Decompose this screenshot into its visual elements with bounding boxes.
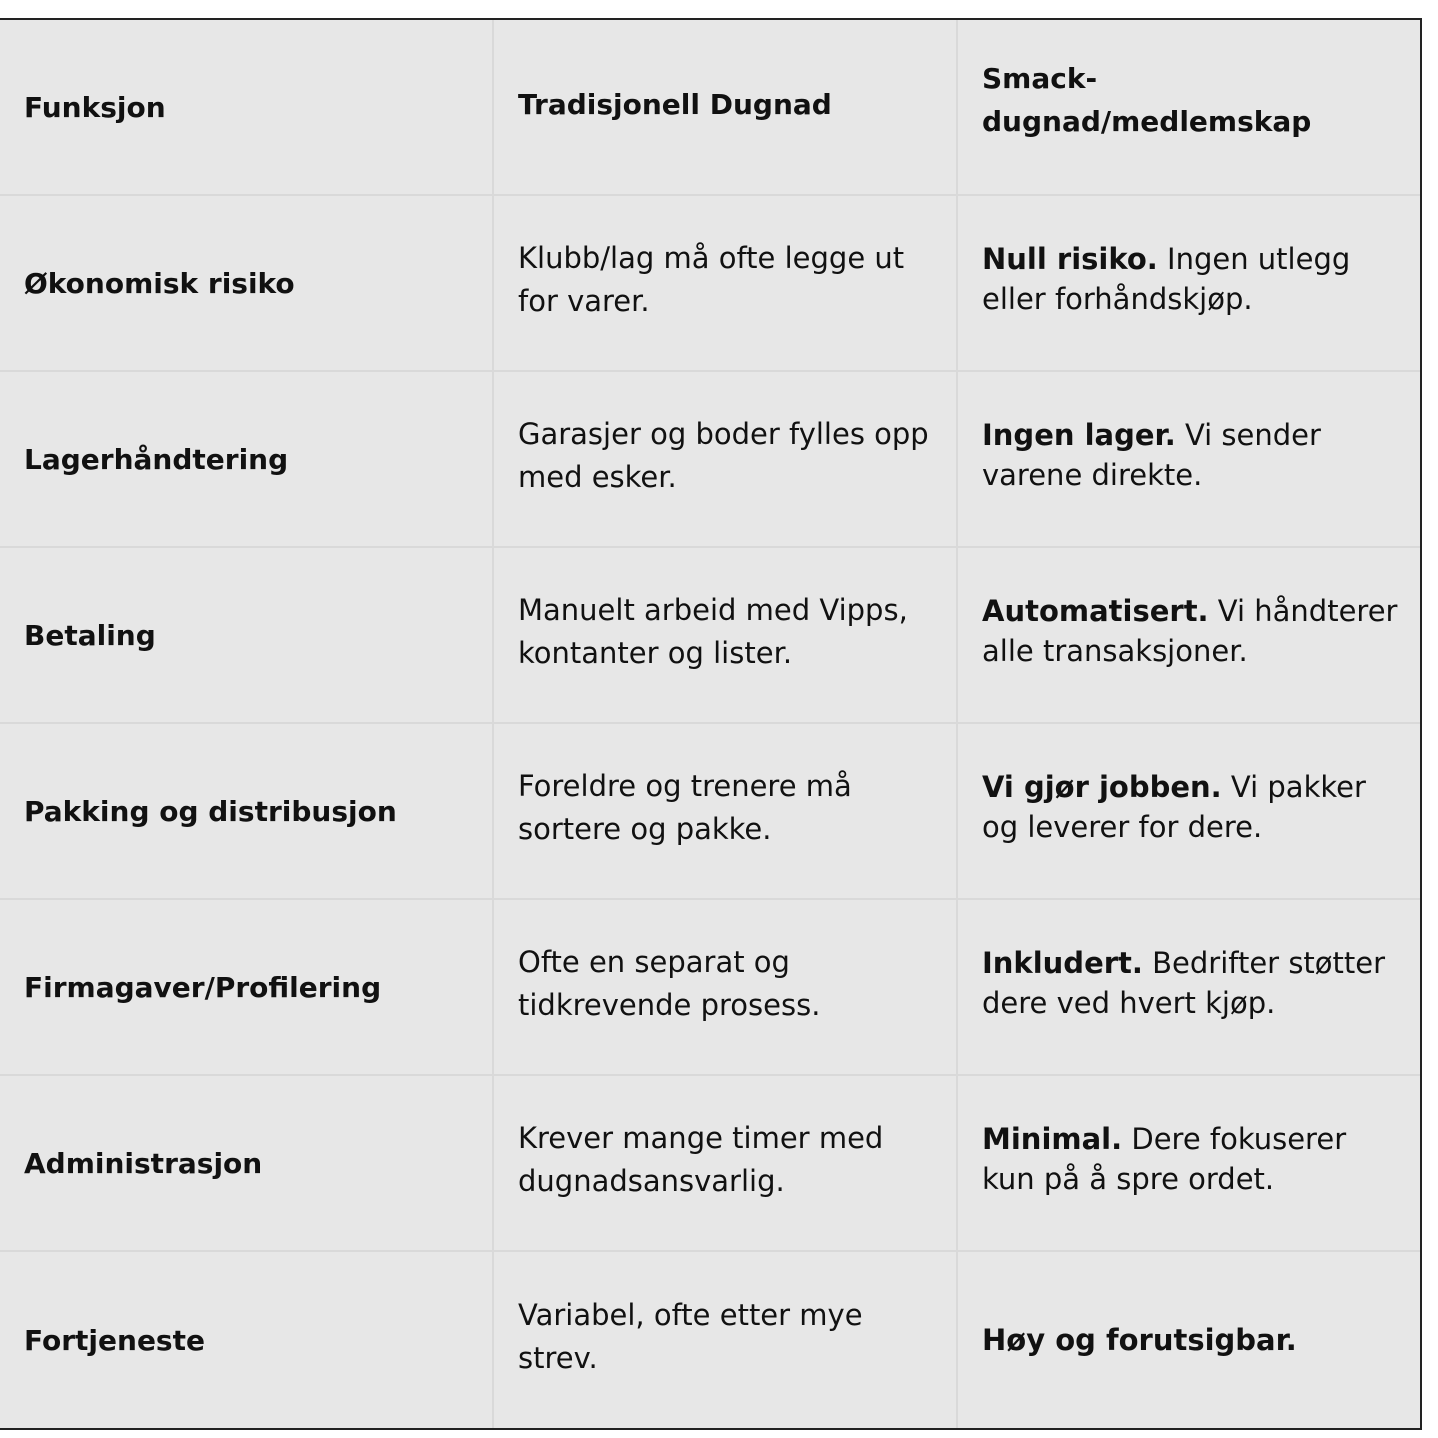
row-traditional-cell: [494, 1076, 958, 1252]
row-smack-strong: Ingen lager.: [982, 418, 1176, 452]
row-feature: Pakking og distribusjon: [24, 794, 397, 828]
header-traditional-label: Tradisjonell Dugnad: [518, 87, 832, 121]
row-smack-text: Vi håndterer alle transaksjoner.: [982, 594, 1398, 668]
row-feature-cell: [0, 372, 494, 548]
row-feature: Betaling: [24, 618, 156, 652]
row-traditional-cell: [494, 548, 958, 724]
header-smack: [958, 20, 1420, 196]
row-traditional-cell: [494, 900, 958, 1076]
row-smack: [982, 1119, 1400, 1199]
row-smack: [982, 943, 1400, 1023]
comparison-grid: [0, 20, 1420, 1428]
row-smack-cell: [958, 196, 1420, 372]
row-smack-strong: Høy og forutsigbar.: [982, 1323, 1297, 1357]
row-traditional: Foreldre og trenere må sortere og pakke.: [518, 769, 852, 846]
row-feature-cell: [0, 1076, 494, 1252]
row-smack-text: Vi sender varene direkte.: [982, 418, 1321, 492]
row-traditional-cell: [494, 196, 958, 372]
row-traditional: Variabel, ofte etter mye strev.: [518, 1298, 863, 1375]
row-feature: Fortjeneste: [24, 1323, 205, 1357]
row-smack-strong: Null risiko.: [982, 242, 1158, 276]
row-smack-strong: Minimal.: [982, 1122, 1123, 1156]
row-feature-cell: [0, 548, 494, 724]
row-smack: [982, 415, 1400, 495]
row-traditional-cell: [494, 724, 958, 900]
row-smack: [982, 591, 1400, 671]
header-traditional: [494, 20, 958, 196]
row-smack-cell: [958, 1076, 1420, 1252]
row-traditional: Ofte en separat og tidkrevende prosess.: [518, 945, 821, 1022]
row-feature: Administrasjon: [24, 1146, 263, 1180]
row-smack-text: Bedrifter støtter dere ved hvert kjøp.: [982, 946, 1386, 1020]
row-feature: Lagerhåndtering: [24, 442, 289, 476]
comparison-table: [0, 18, 1422, 1430]
row-smack-strong: Inkludert.: [982, 946, 1143, 980]
row-smack: [982, 239, 1400, 319]
row-feature-cell: [0, 196, 494, 372]
row-smack-text: Dere fokuserer kun på å spre ordet.: [982, 1122, 1347, 1196]
row-smack-cell: [958, 1252, 1420, 1428]
row-feature-cell: [0, 1252, 494, 1428]
row-smack-strong: Automatisert.: [982, 594, 1209, 628]
row-smack: [982, 767, 1400, 847]
row-smack-text: Vi pakker og leverer for dere.: [982, 770, 1366, 844]
row-traditional: Klubb/lag må ofte legge ut for varer.: [518, 241, 905, 318]
row-traditional: Krever mange timer med dugnadsansvarlig.: [518, 1121, 884, 1198]
row-feature-cell: [0, 900, 494, 1076]
row-smack: [982, 1320, 1297, 1360]
row-traditional-cell: [494, 1252, 958, 1428]
row-smack-cell: [958, 900, 1420, 1076]
header-feature: [0, 20, 494, 196]
row-smack-cell: [958, 548, 1420, 724]
header-feature-label: Funksjon: [24, 90, 166, 124]
row-smack-cell: [958, 724, 1420, 900]
row-feature-cell: [0, 724, 494, 900]
row-feature: Økonomisk risiko: [24, 266, 295, 300]
row-traditional-cell: [494, 372, 958, 548]
row-smack-text: Ingen utlegg eller forhåndskjøp.: [982, 242, 1351, 316]
row-traditional: Garasjer og boder fylles opp med esker.: [518, 417, 929, 494]
row-smack-cell: [958, 372, 1420, 548]
row-smack-strong: Vi gjør jobben.: [982, 770, 1222, 804]
row-traditional: Manuelt arbeid med Vipps, kontanter og lister.: [518, 593, 908, 670]
header-smack-label: Smack-dugnad/medlemskap: [982, 62, 1312, 138]
row-feature: Firmagaver/Profilering: [24, 970, 382, 1004]
